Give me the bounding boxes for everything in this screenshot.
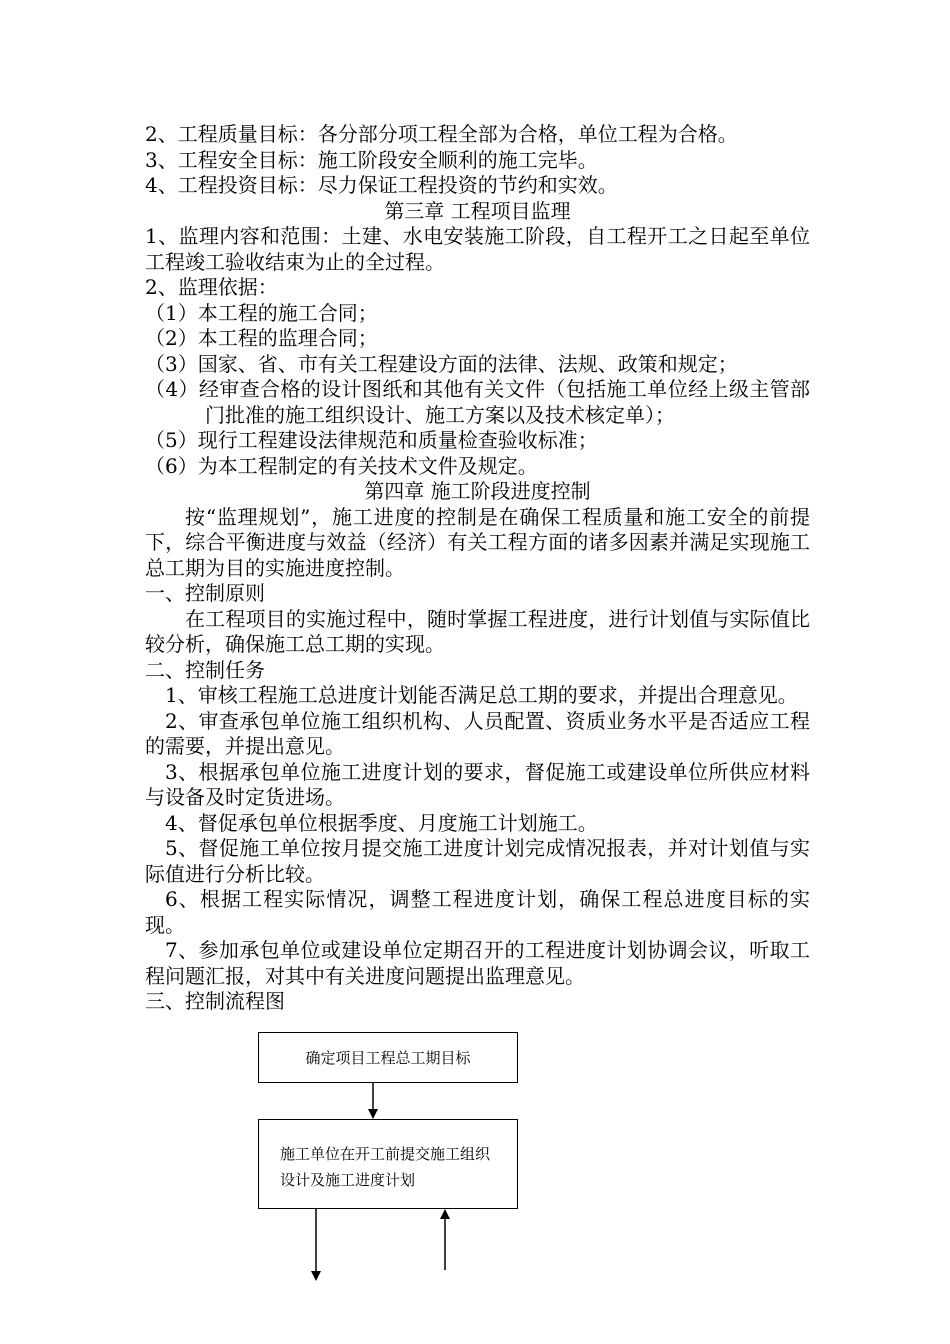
chapter3-title: 第三章 工程项目监理	[384, 198, 571, 223]
control-principle-text: 在工程项目的实施过程中，随时掌握工程进度，进行计划值与实际值比较分析，确保施工总工期的实现。	[145, 606, 810, 656]
arrowhead-down-icon	[311, 1271, 321, 1281]
goal-investment: 4、工程投资目标：尽力保证工程投资的节约和实效。	[145, 173, 618, 197]
goal-safety: 3、工程安全目标：施工阶段安全顺利的施工完毕。	[145, 147, 598, 172]
control-task: 7、参加承包单位或建设单位定期召开的工程进度计划协调会议，听取工程问题汇报，对其中有关进度问题提出监理意见。	[145, 938, 810, 988]
arrowhead-down-icon	[368, 1109, 378, 1119]
control-principle-heading: 一、控制原则	[145, 581, 265, 605]
basis-item: （1）本工程的施工合同；	[145, 300, 378, 325]
control-task: 5、督促施工单位按月提交施工进度计划完成情况报表，并对计划值与实际值进行分析比较。	[145, 836, 810, 886]
control-task: 3、根据承包单位施工进度计划的要求，督促施工或建设单位所供应材料与设备及时定货进场。	[145, 759, 810, 809]
arrowhead-up-icon	[440, 1209, 450, 1219]
supervision-basis-heading: 2、监理依据：	[145, 275, 278, 299]
basis-item: （4）经审查合格的设计图纸和其他有关文件（包括施工单位经上级主管部门批准的施工组织设计、施工方案以及技术核定单）；	[145, 377, 810, 427]
flowchart-box1-label: 确定项目工程总工期目标	[305, 1048, 471, 1067]
basis-item: （5）现行工程建设法律规范和质量检查验收标准；	[145, 428, 598, 452]
basis-item: （2）本工程的监理合同；	[145, 326, 378, 350]
supervision-scope: 1、监理内容和范围：土建、水电安装施工阶段，自工程开工之日起至单位工程竣工验收结束为止的全过程。	[145, 224, 810, 274]
control-task: 4、督促承包单位根据季度、月度施工计划施工。	[165, 810, 598, 835]
flowchart-box-total-duration	[258, 1032, 518, 1083]
flowchart-box-submit-plan	[258, 1119, 518, 1209]
control-flow-heading: 三、控制流程图	[145, 989, 285, 1013]
basis-item: （6）为本工程制定的有关技术文件及规定。	[145, 453, 538, 478]
chapter4-intro: 按“监理规划”，施工进度的控制是在确保工程质量和施工安全的前提下，综合平衡进度与效益（经济）有关工程方面的诸多因素并满足实现施工总工期为目的实施进度控制。	[145, 504, 810, 580]
control-task: 1、审核工程施工总进度计划能否满足总工期的要求，并提出合理意见。	[165, 683, 798, 707]
control-task: 6、根据工程实际情况，调整工程进度计划，确保工程总进度目标的实现。	[145, 887, 810, 937]
chapter4-title: 第四章 施工阶段进度控制	[364, 479, 591, 503]
basis-item: （3）国家、省、市有关工程建设方面的法律、法规、政策和规定；	[145, 351, 738, 376]
flowchart-box2-label: 施工单位在开工前提交施工组织设计及施工进度计划	[280, 1145, 491, 1189]
document-body	[145, 122, 810, 1015]
goal-quality: 2、工程质量目标：各分部分项工程全部为合格，单位工程为合格。	[145, 122, 738, 146]
control-task: 2、审查承包单位施工组织机构、人员配置、资质业务水平是否适应工程的需要，并提出意见。	[145, 708, 810, 758]
control-tasks-heading: 二、控制任务	[145, 657, 265, 682]
